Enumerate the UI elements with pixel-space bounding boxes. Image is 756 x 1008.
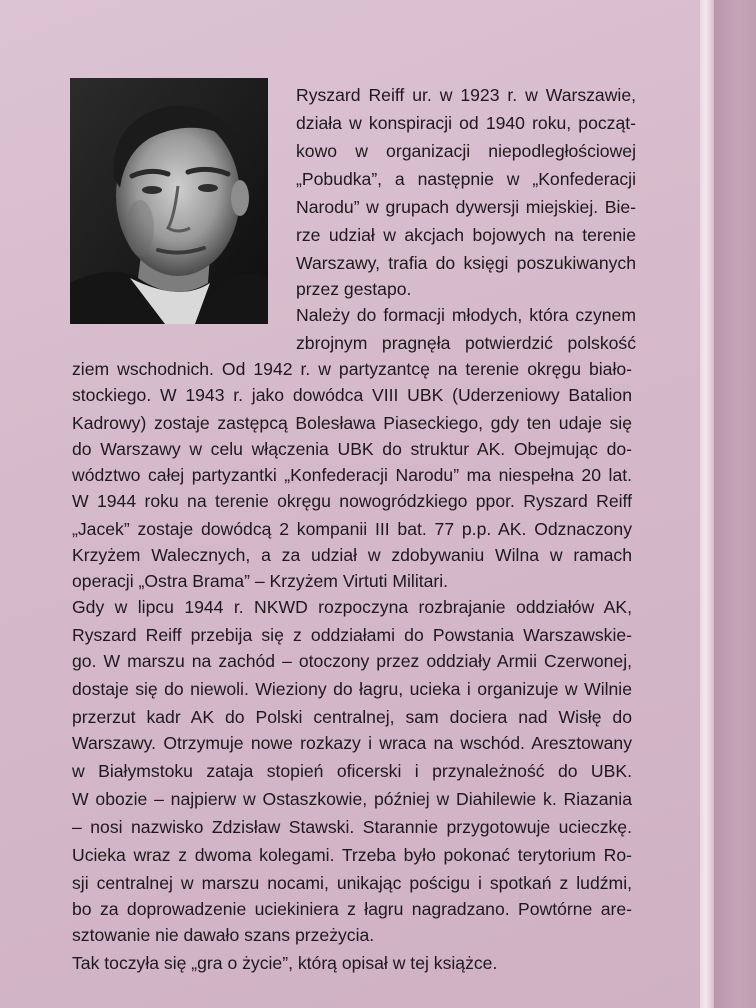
bio-line: go. W marszu na zachód – otoczony przez oddziały Armii Czerwonej, (72, 651, 632, 671)
bio-line: W 1944 roku na terenie okręgu nowogródzkiego ppor. Ryszard Reiff (72, 491, 632, 511)
bio-line: Tak toczyła się „gra o życie”, którą opisał w tej książce. (72, 953, 498, 973)
bio-line: działa w konspiracji od 1940 roku, począt- (296, 113, 636, 133)
bio-line: w Białymstoku zataja stopień oficerski i przynależność do UBK. (72, 761, 632, 781)
bio-line: kowo w organizacji niepodległościowej (296, 141, 636, 161)
author-portrait-photo (70, 78, 268, 324)
bio-line: rze udział w akcjach bojowych na terenie (296, 225, 636, 245)
bio-line: Należy do formacji młodych, która czynem (296, 305, 636, 325)
bio-line: „Pobudka”, a następnie w „Konfederacji (296, 169, 636, 189)
bio-line: przez gestapo. (296, 279, 412, 299)
bio-line: – nosi nazwisko Zdzisław Stawski. Starannie przygotowuje ucieczkę. (72, 817, 632, 837)
bio-line: operacji „Ostra Brama” – Krzyżem Virtuti Militari. (72, 571, 449, 591)
bio-line: Krzyżem Walecznych, a za udział w zdobywaniu Wilna w ramach (72, 545, 632, 565)
bio-line: Ryszard Reiff przebija się z oddziałami do Powstania Warszawskie- (72, 625, 632, 645)
bio-line: Ucieka wraz z dwoma kolegami. Trzeba było pokonać terytorium Ro- (72, 845, 632, 865)
bio-line: Narodu” w grupach dywersji miejskiej. Bie- (296, 197, 636, 217)
bio-line: bo za doprowadzenie uciekiniera z łagru nagradzano. Powtórne are- (72, 899, 632, 919)
bio-line: zbrojnym pragnęła potwierdzić polskość (296, 333, 636, 353)
page-edge (700, 0, 714, 1008)
bio-line: W obozie – najpierw w Ostaszkowie, później w Diahilewie k. Riazania (72, 789, 632, 809)
bio-line: ziem wschodnich. Od 1942 r. w partyzantcę na terenie okręgu biało- (72, 359, 632, 379)
bio-line: sji centralnej w marszu nocami, unikając pościgu i spotkań z ludźmi, (72, 873, 632, 893)
bio-line: wództwo całej partyzantki „Konfederacji Narodu” ma niespełna 20 lat. (72, 465, 632, 485)
bio-line: stockiego. W 1943 r. jako dowódca VIII UBK (Uderzeniowy Batalion (72, 385, 632, 405)
portrait-image (70, 78, 268, 324)
bio-line: Warszawy. Otrzymuje nowe rozkazy i wraca na wschód. Aresztowany (72, 733, 632, 753)
bio-line: sztowanie nie dawało szans przeżycia. (72, 925, 375, 945)
bio-line: Kadrowy) zostaje zastępcą Bolesława Piaseckiego, gdy ten udaje się (72, 413, 632, 433)
bio-line: Ryszard Reiff ur. w 1923 r. w Warszawie, (296, 85, 636, 105)
bio-line: przerzut kadr AK do Polski centralnej, sam dociera nad Wisłę do (72, 707, 632, 727)
bio-line: do Warszawy w celu włączenia UBK do struktur AK. Obejmując do- (72, 439, 632, 459)
bio-line: Warszawy, trafia do księgi poszukiwanych (296, 253, 636, 273)
bio-line: Gdy w lipcu 1944 r. NKWD rozpoczyna rozbrajanie oddziałów AK, (72, 597, 632, 617)
bio-line: dostaje się do niewoli. Wieziony do łagru, ucieka i organizuje w Wilnie (72, 679, 632, 699)
book-cover-edge (714, 0, 756, 1008)
bio-line: „Jacek” zostaje dowódcą 2 kompanii III bat. 77 p.p. AK. Odznaczony (72, 519, 632, 539)
